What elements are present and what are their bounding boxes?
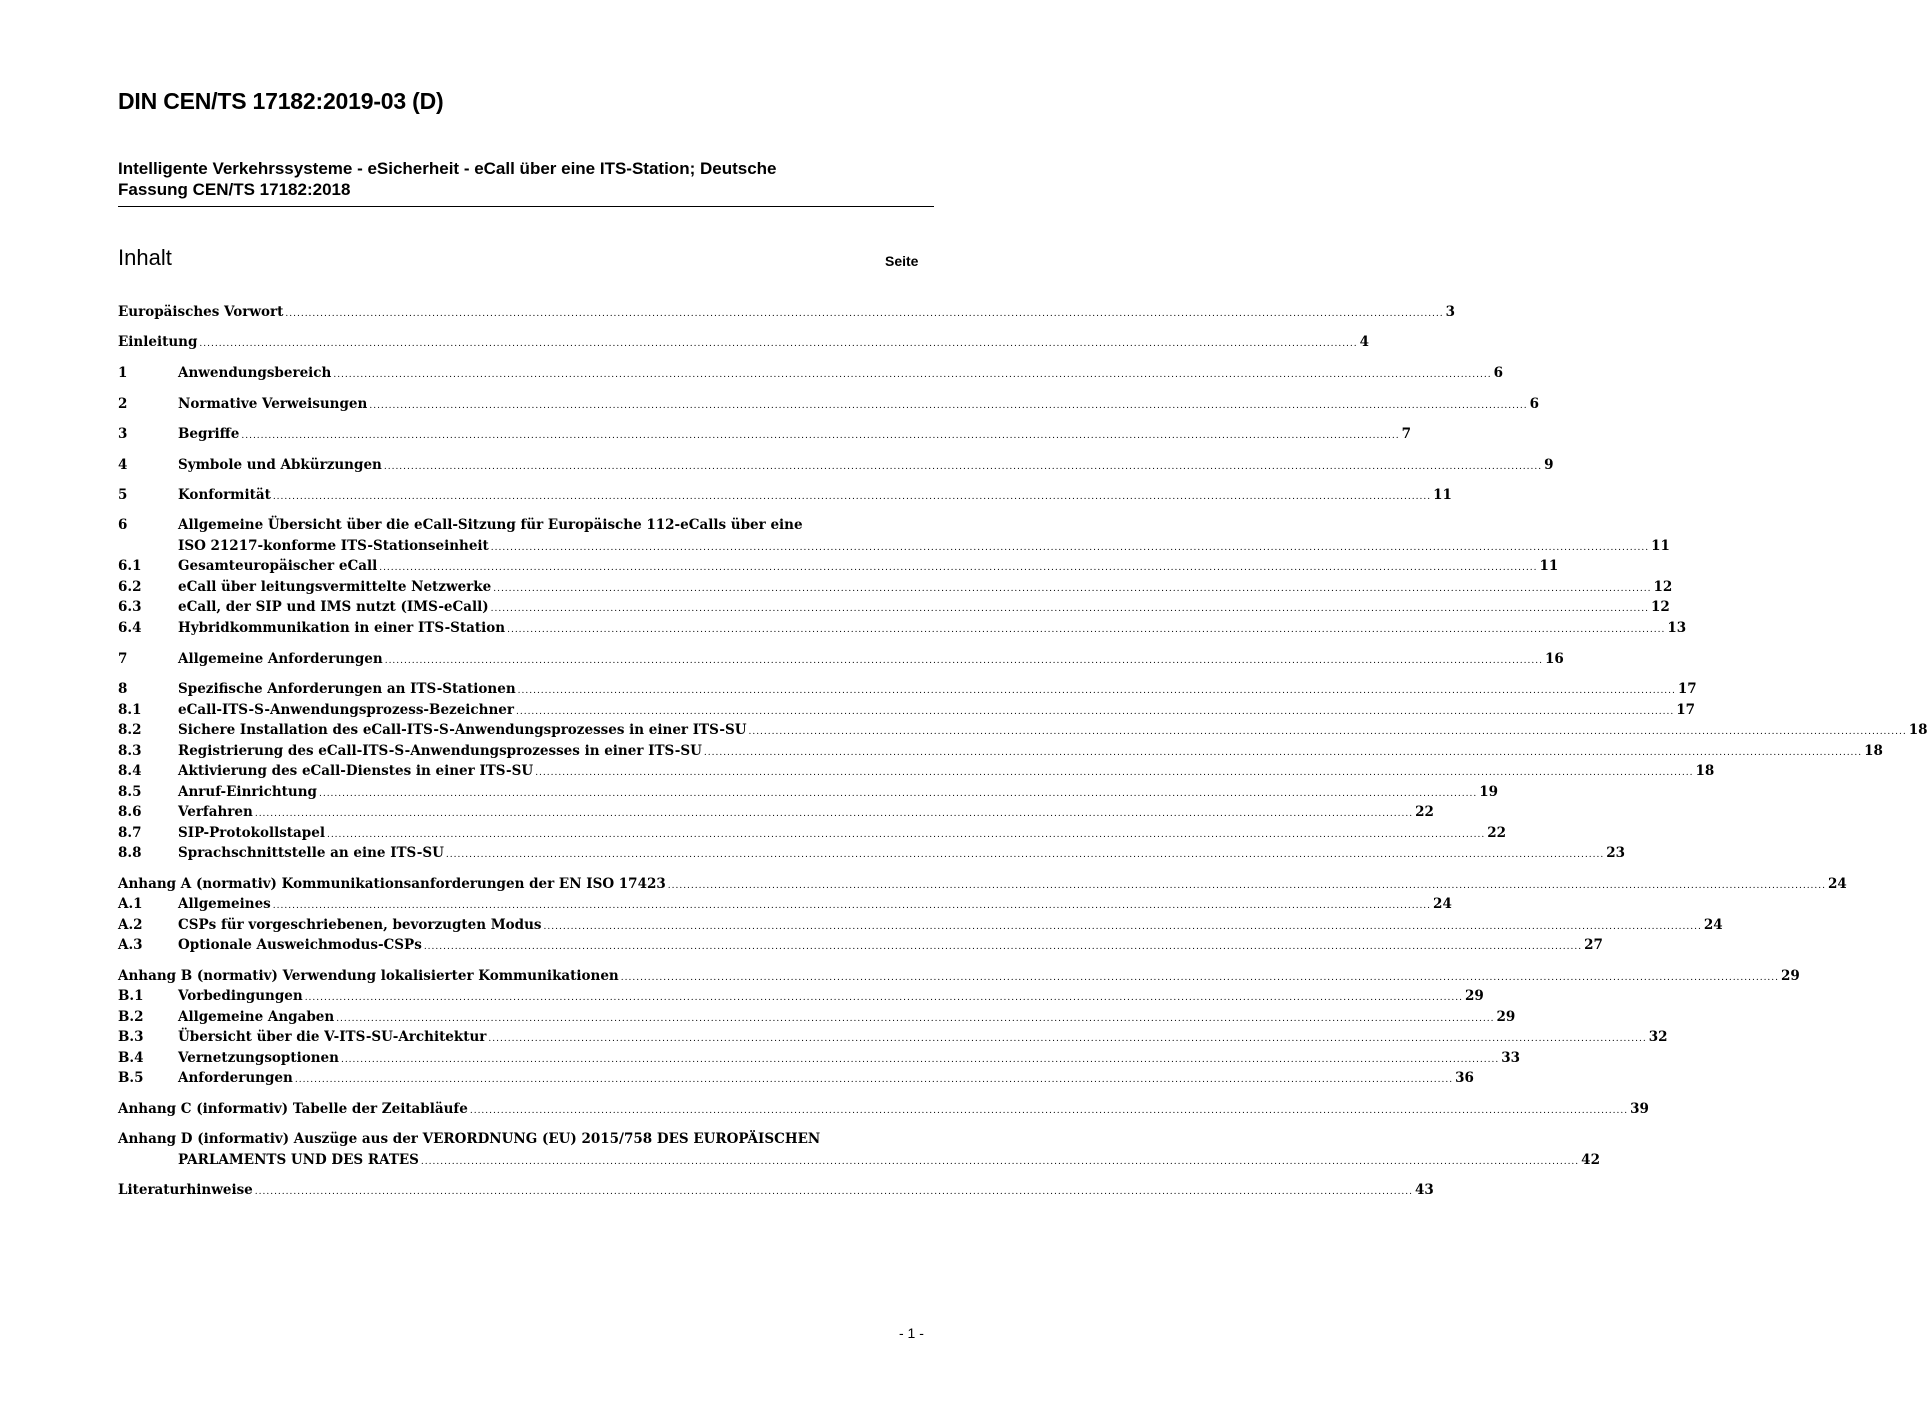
toc-entry-title: Anforderungen bbox=[178, 1068, 295, 1089]
toc-entry[interactable] bbox=[118, 782, 1499, 803]
toc-entry-title: eCall-ITS-S-Anwendungsprozess-Bezeichner bbox=[178, 700, 516, 721]
toc-dot-leader: ............................................................................................................................................................................................................................................................................................................ bbox=[507, 625, 1666, 635]
toc-entry-page: 24 bbox=[1826, 874, 1847, 895]
toc-entry-page: 18 bbox=[1693, 761, 1714, 782]
toc-entry[interactable] bbox=[118, 761, 1715, 782]
toc-entry[interactable] bbox=[118, 455, 1554, 476]
toc-entry[interactable] bbox=[118, 966, 1800, 987]
toc-dot-leader: ............................................................................................................................................................................................................................................................................................................ bbox=[420, 1157, 1580, 1167]
toc-entry-number: 8.8 bbox=[118, 845, 142, 861]
toc-entry-title: SIP-Protokollstapel bbox=[178, 823, 327, 844]
toc-entry-title: Normative Verweisungen bbox=[178, 394, 369, 415]
toc-dot-leader: ............................................................................................................................................................................................................................................................................................................ bbox=[543, 922, 1702, 932]
toc-entry-page: 24 bbox=[1431, 894, 1452, 915]
toc-entry-title: Symbole und Abkürzungen bbox=[178, 455, 384, 476]
toc-dot-leader: ............................................................................................................................................................................................................................................................................................................ bbox=[469, 1106, 1629, 1116]
toc-dot-leader: ............................................................................................................................................................................................................................................................................................................ bbox=[490, 604, 1649, 614]
toc-entry-number: 5 bbox=[118, 487, 128, 503]
toc-entry-line1[interactable] bbox=[118, 1129, 932, 1150]
document-subtitle bbox=[118, 158, 918, 200]
toc-entry[interactable] bbox=[118, 1099, 1649, 1120]
toc-entry-page: 6 bbox=[1528, 394, 1539, 415]
toc-entry-number: 6 bbox=[118, 517, 128, 533]
toc-entry-page: 17 bbox=[1674, 700, 1695, 721]
toc-entry-number: B.1 bbox=[118, 988, 144, 1004]
toc-entry-page: 23 bbox=[1604, 843, 1625, 864]
toc-entry[interactable] bbox=[118, 1150, 1600, 1171]
toc-entry-number: 6.4 bbox=[118, 620, 142, 636]
toc-entry-page: 24 bbox=[1702, 915, 1723, 936]
toc-entry-page: 3 bbox=[1444, 302, 1455, 323]
toc-entry[interactable] bbox=[118, 1068, 1474, 1089]
toc-dot-leader: ............................................................................................................................................................................................................................................................................................................ bbox=[493, 584, 1652, 594]
toc-dot-leader: ............................................................................................................................................................................................................................................................................................................ bbox=[336, 1014, 1495, 1024]
toc-entry-page: 7 bbox=[1400, 424, 1411, 445]
toc-entry-number: 6.3 bbox=[118, 599, 142, 615]
toc-entry[interactable] bbox=[118, 1007, 1516, 1028]
toc-entry-page: 18 bbox=[1862, 741, 1883, 762]
toc-entry-title: Gesamteuropäischer eCall bbox=[178, 556, 379, 577]
toc-entry-line1[interactable] bbox=[118, 515, 932, 536]
toc-entry-number: 2 bbox=[118, 396, 128, 412]
toc-entry-title: PARLAMENTS UND DES RATES bbox=[178, 1150, 421, 1171]
toc-entry-page: 27 bbox=[1582, 935, 1603, 956]
toc-entry[interactable] bbox=[118, 843, 1625, 864]
toc-entry-number: B.3 bbox=[118, 1029, 144, 1045]
toc-entry-page: 19 bbox=[1477, 782, 1498, 803]
toc-dot-leader: ............................................................................................................................................................................................................................................................................................................ bbox=[369, 401, 1528, 411]
toc-entry-title: Allgemeine Anforderungen bbox=[178, 649, 385, 670]
toc-entry[interactable] bbox=[118, 1048, 1521, 1069]
toc-entry[interactable] bbox=[118, 915, 1723, 936]
toc-entry-page: 9 bbox=[1542, 455, 1553, 476]
toc-dot-leader: ............................................................................................................................................................................................................................................................................................................ bbox=[515, 707, 1675, 717]
toc-entry-page: 42 bbox=[1579, 1150, 1600, 1171]
toc-entry-page: 18 bbox=[1907, 720, 1928, 741]
toc-dot-leader: ............................................................................................................................................................................................................................................................................................................ bbox=[488, 1034, 1647, 1044]
toc-entry-title: Verfahren bbox=[178, 802, 255, 823]
toc-entry-page: 6 bbox=[1492, 363, 1503, 384]
toc-entry-number: 1 bbox=[118, 365, 128, 381]
toc-entry-title: Vorbedingungen bbox=[178, 986, 305, 1007]
toc-entry-number: B.5 bbox=[118, 1070, 144, 1086]
toc-entry-number: 7 bbox=[118, 651, 128, 667]
toc-entry-number: A.3 bbox=[118, 937, 143, 953]
toc-entry-title: Konformität bbox=[178, 485, 273, 506]
toc-entry-number: 8.2 bbox=[118, 722, 142, 738]
toc-entry-page: 32 bbox=[1647, 1027, 1668, 1048]
toc-entry[interactable] bbox=[118, 618, 1687, 639]
toc-dot-leader: ............................................................................................................................................................................................................................................................................................................ bbox=[423, 942, 1583, 952]
toc-entry-title: Hybridkommunikation in einer ITS-Station bbox=[178, 618, 507, 639]
toc-entry-page: 4 bbox=[1358, 332, 1369, 353]
toc-entry-number: 8.5 bbox=[118, 784, 142, 800]
page-number: - 1 - bbox=[899, 1325, 924, 1341]
toc-dot-leader: ............................................................................................................................................................................................................................................................................................................ bbox=[199, 339, 1358, 349]
toc-entry-title: Anhang A (normativ) Kommunikationsanforderungen der EN ISO 17423 bbox=[118, 874, 668, 895]
toc-entry[interactable] bbox=[118, 1027, 1668, 1048]
toc-dot-leader: ............................................................................................................................................................................................................................................................................................................ bbox=[241, 431, 1400, 441]
toc-entry-title: Begriffe bbox=[178, 424, 241, 445]
toc-dot-leader: ............................................................................................................................................................................................................................................................................................................ bbox=[294, 1075, 1454, 1085]
toc-entry-page: 29 bbox=[1463, 986, 1484, 1007]
toc-entry-page: 16 bbox=[1543, 649, 1564, 670]
toc-dot-leader: ............................................................................................................................................................................................................................................................................................................ bbox=[517, 686, 1676, 696]
toc-entry[interactable] bbox=[118, 935, 1603, 956]
toc-dot-leader: ............................................................................................................................................................................................................................................................................................................ bbox=[272, 492, 1432, 502]
document-title: DIN CEN/TS 17182:2019-03 (D) bbox=[118, 88, 444, 114]
toc-entry[interactable] bbox=[118, 802, 1434, 823]
toc-entry-number: 8.7 bbox=[118, 825, 142, 841]
toc-entry-number: 4 bbox=[118, 457, 128, 473]
toc-dot-leader: ............................................................................................................................................................................................................................................................................................................ bbox=[326, 830, 1486, 840]
toc-entry-title: Optionale Ausweichmodus-CSPs bbox=[178, 935, 424, 956]
toc-entry-number: B.2 bbox=[118, 1009, 144, 1025]
toc-entry-title: Anwendungsbereich bbox=[178, 363, 333, 384]
toc-entry-title: CSPs für vorgeschriebenen, bevorzugten Modus bbox=[178, 915, 544, 936]
toc-entry-page: 22 bbox=[1485, 823, 1506, 844]
toc-dot-leader: ............................................................................................................................................................................................................................................................................................................ bbox=[748, 727, 1907, 737]
toc-dot-leader: ............................................................................................................................................................................................................................................................................................................ bbox=[340, 1055, 1500, 1065]
toc-entry[interactable] bbox=[118, 577, 1673, 598]
toc-entry-page: 11 bbox=[1649, 536, 1670, 557]
toc-entry-number: 3 bbox=[118, 426, 128, 442]
subtitle-line-2: Fassung CEN/TS 17182:2018 bbox=[118, 180, 351, 199]
toc-entry-title: Anhang B (normativ) Verwendung lokalisierter Kommunikationen bbox=[118, 966, 621, 987]
toc-entry-page: 29 bbox=[1494, 1007, 1515, 1028]
toc-entry[interactable] bbox=[118, 556, 1559, 577]
toc-entry-page: 13 bbox=[1665, 618, 1686, 639]
toc-dot-leader: ............................................................................................................................................................................................................................................................................................................ bbox=[254, 1187, 1414, 1197]
title-divider bbox=[118, 206, 934, 207]
toc-entry-title: Anruf-Einrichtung bbox=[178, 782, 319, 803]
toc-dot-leader: ............................................................................................................................................................................................................................................................................................................ bbox=[535, 768, 1694, 778]
toc-dot-leader: ............................................................................................................................................................................................................................................................................................................ bbox=[445, 850, 1605, 860]
toc-entry[interactable] bbox=[118, 302, 1456, 323]
toc-entry-title: Registrierung des eCall-ITS-S-Anwendungsprozesses in einer ITS-SU bbox=[178, 741, 704, 762]
toc-entry-page: 22 bbox=[1413, 802, 1434, 823]
toc-entry[interactable] bbox=[118, 1180, 1434, 1201]
toc-entry[interactable] bbox=[118, 986, 1484, 1007]
toc-dot-leader: ............................................................................................................................................................................................................................................................................................................ bbox=[379, 563, 1538, 573]
toc-entry[interactable] bbox=[118, 332, 1370, 353]
toc-entry-title-line1: Anhang D (informativ) Auszüge aus der VERORDNUNG (EU) 2015/758 DES EUROPÄISCHEN bbox=[118, 1131, 821, 1147]
toc-dot-leader: ............................................................................................................................................................................................................................................................................................................ bbox=[620, 973, 1780, 983]
toc-entry-number: A.2 bbox=[118, 917, 143, 933]
toc-entry-number: 6.1 bbox=[118, 558, 142, 574]
toc-dot-leader: ............................................................................................................................................................................................................................................................................................................ bbox=[333, 370, 1492, 380]
toc-dot-leader: ............................................................................................................................................................................................................................................................................................................ bbox=[304, 993, 1463, 1003]
toc-entry[interactable] bbox=[118, 536, 1670, 557]
toc-entry-title: Übersicht über die V-ITS-SU-Architektur bbox=[178, 1027, 488, 1048]
toc-entry-title: Aktivierung des eCall-Dienstes in einer ITS-SU bbox=[178, 761, 535, 782]
toc-entry-title: eCall über leitungsvermittelte Netzwerke bbox=[178, 577, 493, 598]
toc-dot-leader: ............................................................................................................................................................................................................................................................................................................ bbox=[383, 462, 1543, 472]
toc-entry-number: 8.6 bbox=[118, 804, 142, 820]
toc-entry-number: 6.2 bbox=[118, 579, 142, 595]
toc-entry-title: Allgemeines bbox=[178, 894, 273, 915]
toc-entry-number: 8.3 bbox=[118, 743, 142, 759]
toc-dot-leader: ............................................................................................................................................................................................................................................................................................................ bbox=[272, 901, 1432, 911]
toc-entry[interactable] bbox=[118, 823, 1507, 844]
toc-dot-leader: ............................................................................................................................................................................................................................................................................................................ bbox=[254, 809, 1414, 819]
toc-entry-title: Anhang C (informativ) Tabelle der Zeitabläufe bbox=[118, 1099, 470, 1120]
toc-entry-number: 8 bbox=[118, 681, 128, 697]
toc-entry-page: 36 bbox=[1453, 1068, 1474, 1089]
toc-entry-title: Europäisches Vorwort bbox=[118, 302, 285, 323]
toc-entry[interactable] bbox=[118, 874, 1847, 895]
toc-entry[interactable] bbox=[118, 679, 1697, 700]
toc-dot-leader: ............................................................................................................................................................................................................................................................................................................ bbox=[703, 748, 1863, 758]
toc-entry-title: Vernetzungsoptionen bbox=[178, 1048, 341, 1069]
toc-entry-number: 8.1 bbox=[118, 702, 142, 718]
toc-entry-number: B.4 bbox=[118, 1050, 144, 1066]
toc-entry-title: ISO 21217-konforme ITS-Stationseinheit bbox=[178, 536, 491, 557]
toc-dot-leader: ............................................................................................................................................................................................................................................................................................................ bbox=[667, 881, 1827, 891]
toc-entry-title: Spezifische Anforderungen an ITS-Stationen bbox=[178, 679, 518, 700]
toc-entry-title-line1: Allgemeine Übersicht über die eCall-Sitzung für Europäische 112-eCalls über eine bbox=[178, 517, 803, 533]
toc-entry-page: 11 bbox=[1537, 556, 1558, 577]
toc-dot-leader: ............................................................................................................................................................................................................................................................................................................ bbox=[490, 543, 1650, 553]
toc-entry-page: 17 bbox=[1676, 679, 1697, 700]
toc-entry[interactable] bbox=[118, 597, 1670, 618]
toc-entry[interactable] bbox=[118, 700, 1696, 721]
toc-entry-title: Allgemeine Angaben bbox=[178, 1007, 336, 1028]
toc-entry[interactable] bbox=[118, 894, 1452, 915]
toc-entry-page: 43 bbox=[1413, 1180, 1434, 1201]
toc-entry[interactable] bbox=[118, 649, 1564, 670]
toc-dot-leader: ............................................................................................................................................................................................................................................................................................................ bbox=[285, 309, 1444, 319]
toc-entry-title: Einleitung bbox=[118, 332, 199, 353]
toc-entry[interactable] bbox=[118, 424, 1412, 445]
toc-entry-page: 33 bbox=[1499, 1048, 1520, 1069]
toc-entry-number: 8.4 bbox=[118, 763, 142, 779]
toc-entry[interactable] bbox=[118, 741, 1883, 762]
toc-entry-page: 29 bbox=[1779, 966, 1800, 987]
toc-entry[interactable] bbox=[118, 394, 1540, 415]
toc-entry-page: 12 bbox=[1651, 577, 1672, 598]
subtitle-line-1: Intelligente Verkehrssysteme - eSicherheit - eCall über eine ITS-Station; Deutsche bbox=[118, 159, 777, 178]
toc-entry-title: eCall, der SIP und IMS nutzt (IMS-eCall) bbox=[178, 597, 491, 618]
toc-entry[interactable] bbox=[118, 363, 1503, 384]
toc-entry-page: 12 bbox=[1649, 597, 1670, 618]
toc-page-column-heading: Seite bbox=[885, 253, 919, 269]
toc-entry-title: Literaturhinweise bbox=[118, 1180, 255, 1201]
toc-dot-leader: ............................................................................................................................................................................................................................................................................................................ bbox=[318, 789, 1478, 799]
toc-dot-leader: ............................................................................................................................................................................................................................................................................................................ bbox=[384, 656, 1543, 666]
toc-entry[interactable] bbox=[118, 485, 1452, 506]
toc-entry-page: 11 bbox=[1431, 485, 1452, 506]
toc-entry-number: A.1 bbox=[118, 896, 143, 912]
toc-heading: Inhalt bbox=[118, 245, 172, 270]
toc-entry-title: Sprachschnittstelle an eine ITS-SU bbox=[178, 843, 446, 864]
toc-entry-page: 39 bbox=[1628, 1099, 1649, 1120]
toc-entry[interactable] bbox=[118, 720, 1928, 741]
toc-entry-title: Sichere Installation des eCall-ITS-S-Anwendungsprozesses in einer ITS-SU bbox=[178, 720, 748, 741]
